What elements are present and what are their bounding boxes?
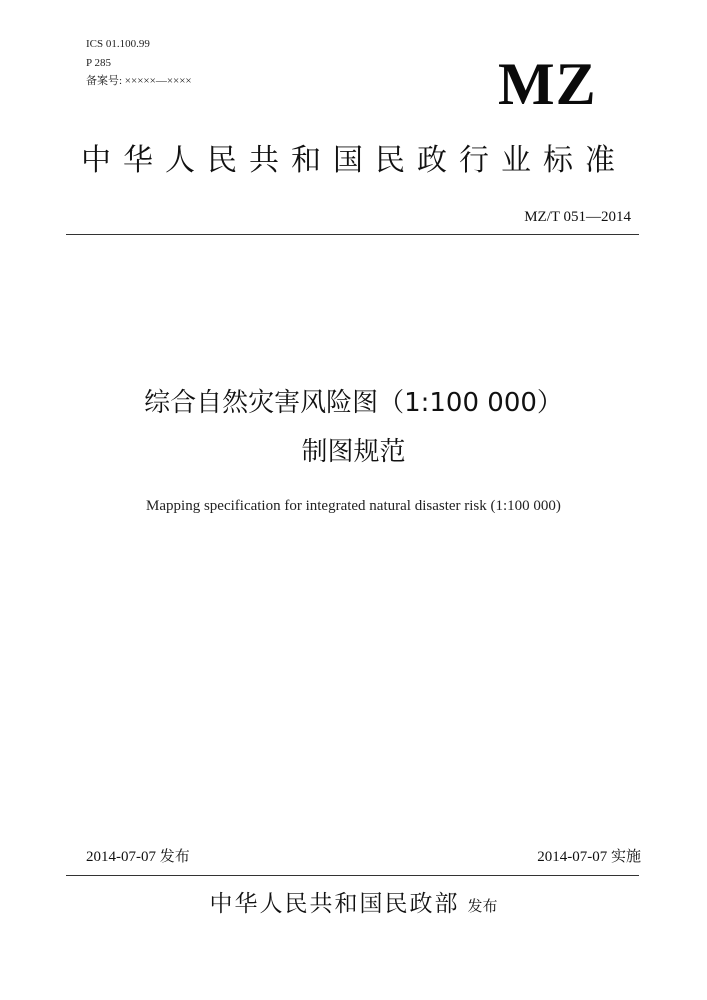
implement-date: 2014-07-07 实施	[537, 849, 641, 865]
document-title-cn-line1: 综合自然灾害风险图（1:100 000）	[144, 388, 563, 418]
classification-code: P 285	[86, 57, 111, 69]
standard-category-title: 中华人民共和国民政行业标准	[81, 143, 627, 178]
top-divider	[66, 234, 639, 235]
document-title-en: Mapping specification for integrated natural disaster risk (1:100 000)	[146, 498, 561, 514]
document-title-cn-line2: 制图规范	[301, 437, 406, 467]
ics-code: ICS 01.100.99	[86, 38, 150, 50]
issuer-name: 中华人民共和国民政部	[209, 891, 460, 917]
publish-date: 2014-07-07 发布	[86, 849, 190, 865]
record-number: 备案号: ×××××—××××	[86, 75, 192, 87]
issuer-action: 发布	[467, 897, 498, 915]
bottom-divider	[66, 875, 639, 876]
issuer-line	[60, 889, 647, 921]
mz-logo: MZ	[498, 51, 597, 117]
standard-number: MZ/T 051—2014	[524, 209, 631, 225]
